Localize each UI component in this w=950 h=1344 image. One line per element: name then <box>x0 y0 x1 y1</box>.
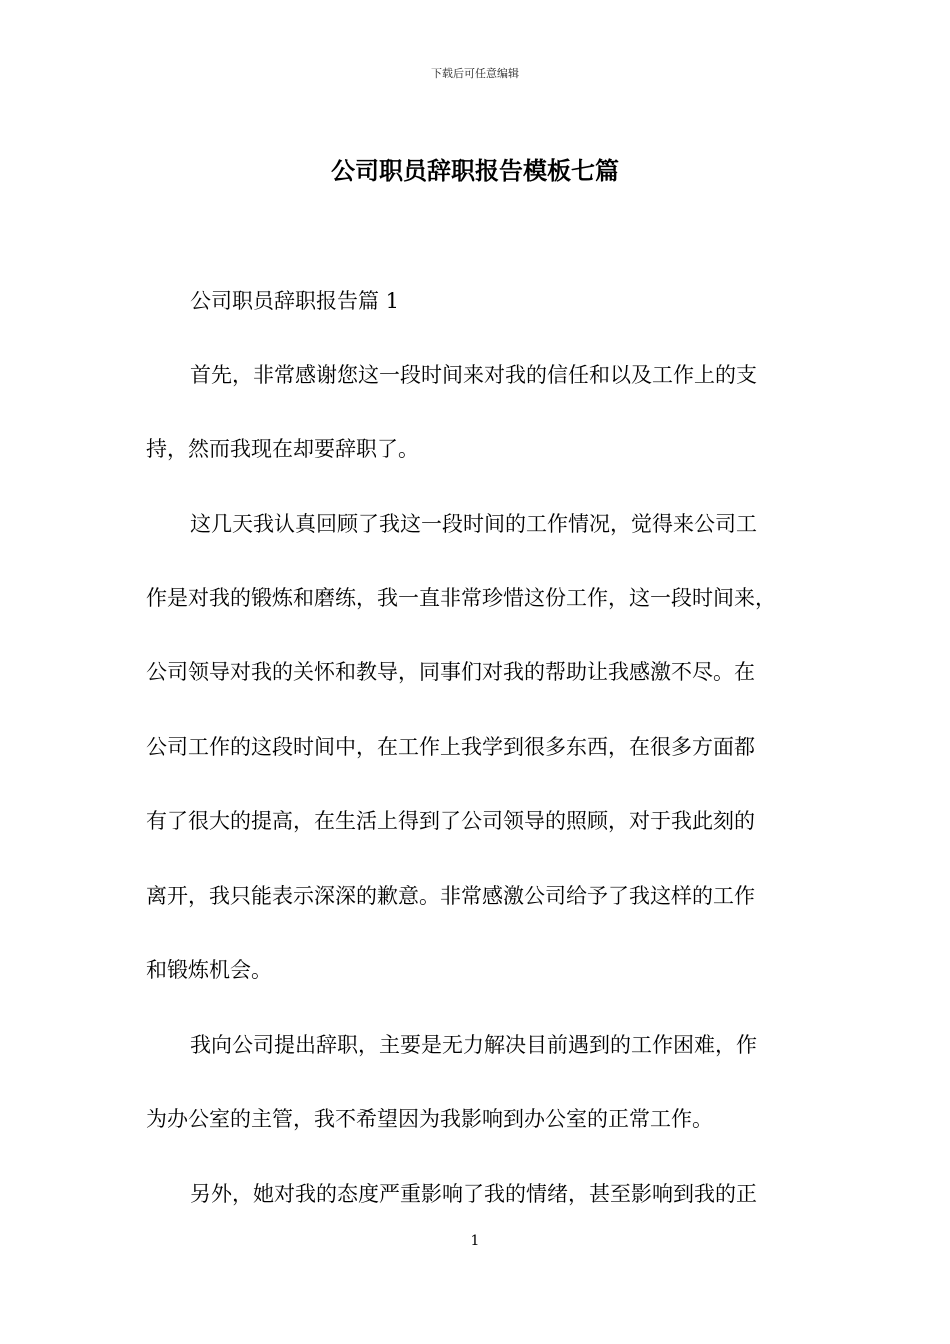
section-heading: 公司职员辞职报告篇 1 <box>190 289 400 313</box>
paragraph-line: 作是对我的锻炼和磨练，我一直非常珍惜这份工作，这一段时间来， <box>146 586 776 610</box>
paragraph-line: 公司领导对我的关怀和教导，同事们对我的帮助让我感激不尽。在 <box>146 660 755 684</box>
paragraph-line: 有了很大的提高，在生活上得到了公司领导的照顾，对于我此刻的 <box>146 809 755 833</box>
paragraph-line: 持，然而我现在却要辞职了。 <box>146 437 419 461</box>
paragraph-line: 我向公司提出辞职，主要是无力解决目前遇到的工作困难，作 <box>190 1033 757 1057</box>
paragraph-line: 公司工作的这段时间中，在工作上我学到很多东西，在很多方面都 <box>146 735 755 759</box>
paragraph-line: 和锻炼机会。 <box>146 958 272 982</box>
paragraph-line: 为办公室的主管，我不希望因为我影响到办公室的正常工作。 <box>146 1107 713 1131</box>
page-number: 1 <box>470 1233 480 1249</box>
paragraph-line: 另外，她对我的态度严重影响了我的情绪，甚至影响到我的正 <box>190 1182 757 1206</box>
paragraph-line: 离开，我只能表示深深的歉意。非常感激公司给予了我这样的工作 <box>146 884 755 908</box>
document-title: 公司职员辞职报告模板七篇 <box>331 156 619 185</box>
page-header-note: 下载后可任意编辑 <box>431 67 519 80</box>
paragraph-line: 首先，非常感谢您这一段时间来对我的信任和以及工作上的支 <box>190 363 757 387</box>
paragraph-line: 这几天我认真回顾了我这一段时间的工作情况，觉得来公司工 <box>190 512 757 536</box>
